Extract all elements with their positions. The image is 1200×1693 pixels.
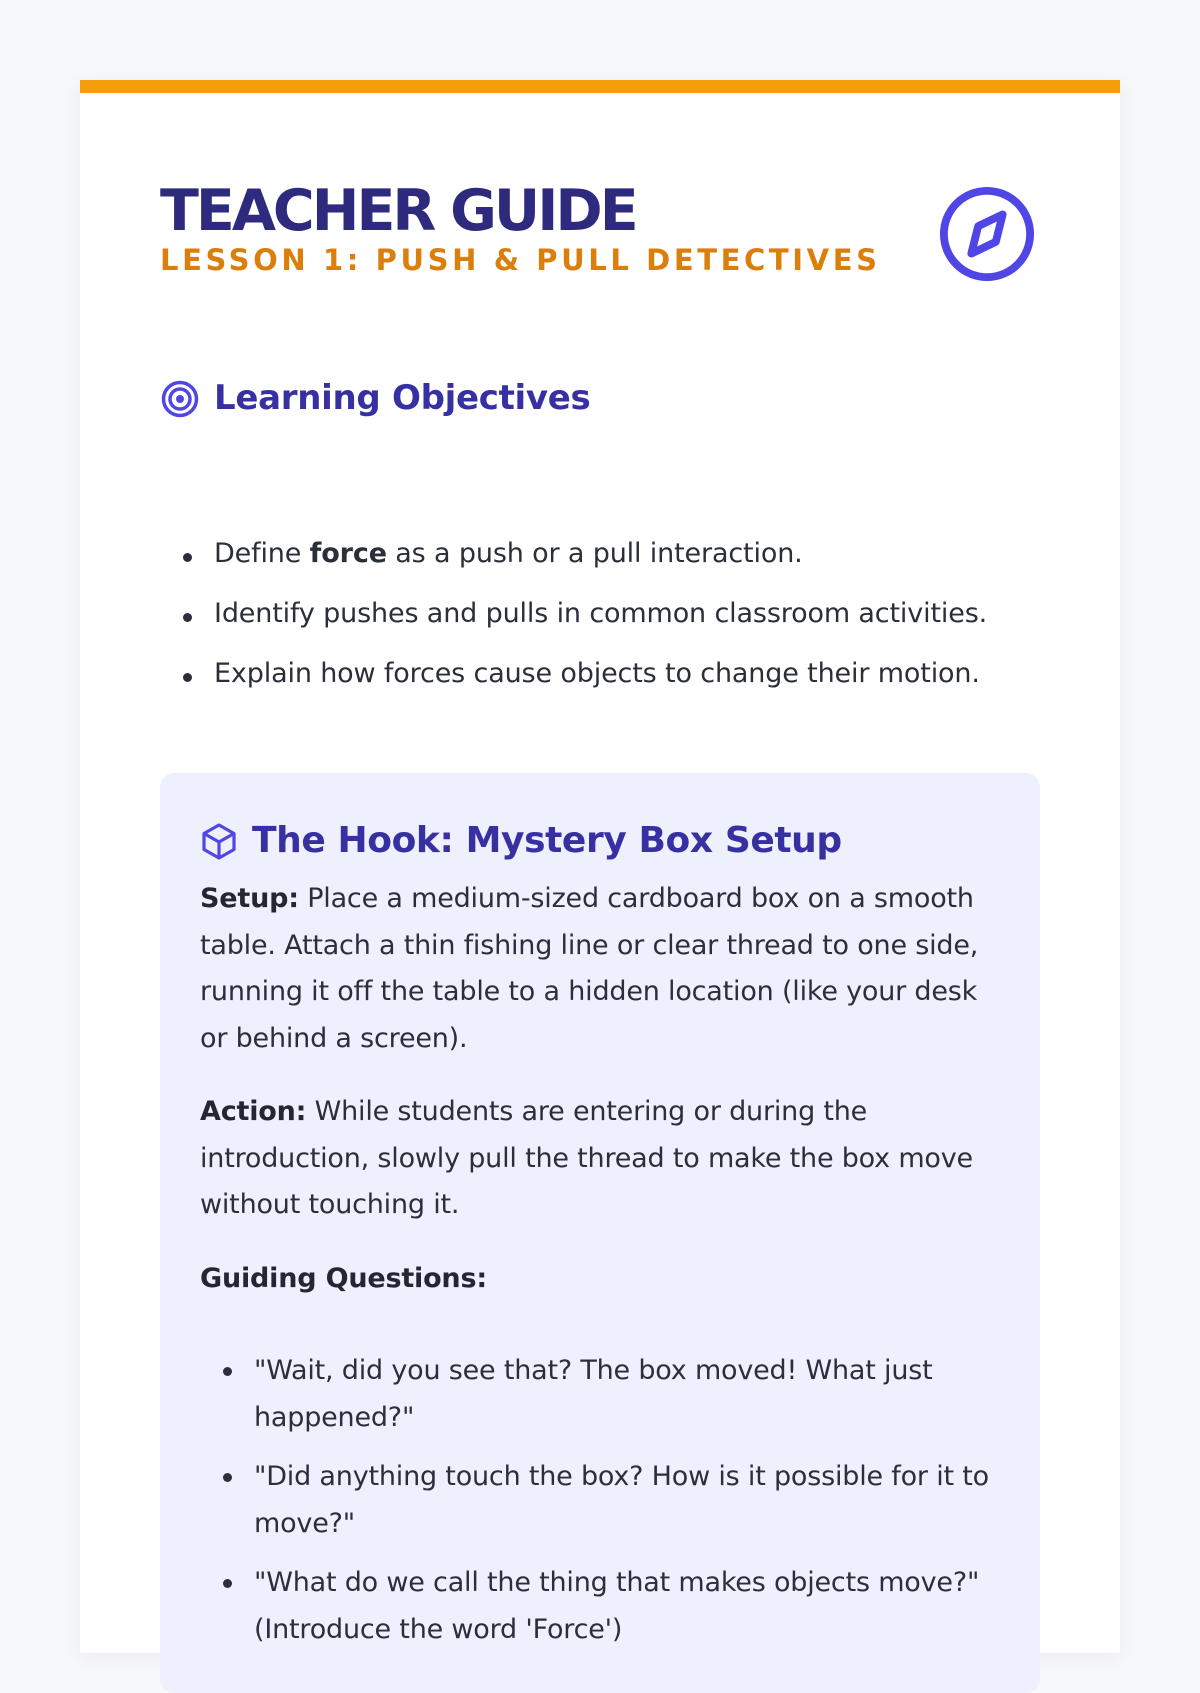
guiding-questions-list: [200, 1348, 1000, 1666]
question-item: "Did anything touch the box? How is it possible for it to move?": [200, 1454, 1000, 1547]
force-term: force: [309, 538, 387, 569]
objectives-list: [160, 538, 1020, 718]
page-title: TEACHER GUIDE: [160, 178, 636, 244]
action-text: While students are entering or during the introduction, slowly pull the thread to make the box move without touching it.: [200, 1096, 973, 1220]
action-label: Action:: [200, 1096, 307, 1127]
setup-text: Place a medium-sized cardboard box on a smooth table. Attach a thin fishing line or clear thread to one side, running it off the table to a hidden location (like your desk or behind a screen).: [200, 883, 979, 1054]
question-item: "Wait, did you see that? The box moved! What just happened?": [200, 1348, 1000, 1441]
hook-panel: [160, 773, 1040, 1693]
hook-title: The Hook: Mystery Box Setup: [252, 820, 842, 861]
objectives-title: Learning Objectives: [214, 378, 591, 418]
objective-item: Define force as a push or a pull interaction.: [160, 538, 1020, 598]
box-icon: [200, 822, 238, 860]
guiding-questions-label: Guiding Questions:: [200, 1263, 487, 1294]
objective-item: Explain how forces cause objects to change their motion.: [160, 658, 1020, 718]
action-paragraph: [200, 1089, 1005, 1229]
setup-label: Setup:: [200, 883, 299, 914]
guide-header: [160, 179, 1040, 289]
setup-paragraph: [200, 876, 1005, 1062]
guide-card: [80, 80, 1120, 1653]
lesson-subtitle: LESSON 1: PUSH & PULL DETECTIVES: [160, 243, 881, 277]
objective-item: Identify pushes and pulls in common classroom activities.: [160, 598, 1020, 658]
compass-icon: [938, 185, 1036, 283]
target-icon: [160, 379, 200, 419]
question-item: "What do we call the thing that makes objects move?" (Introduce the word 'Force'): [200, 1560, 1000, 1653]
